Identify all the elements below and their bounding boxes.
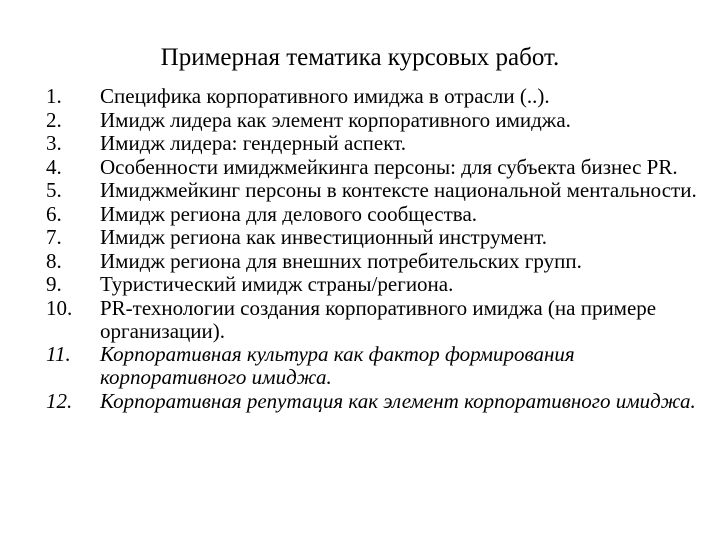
item-number: 3. bbox=[46, 131, 62, 155]
item-text: PR-технологии создания корпоративного имиджа (на примере организации). bbox=[100, 295, 657, 343]
item-text: Имидж региона для внешних потребительских групп. bbox=[100, 248, 582, 273]
list-item bbox=[46, 390, 706, 413]
list-item bbox=[46, 250, 706, 273]
list-item bbox=[46, 156, 706, 179]
list-item bbox=[46, 343, 706, 389]
item-text: Имидж лидера как элемент корпоративного имиджа. bbox=[100, 107, 571, 132]
item-number: 2. bbox=[46, 107, 62, 132]
list-item bbox=[46, 179, 706, 202]
item-number: 10. bbox=[46, 295, 73, 320]
item-text: Туристический имидж страны/региона. bbox=[100, 272, 454, 296]
list-item bbox=[46, 203, 706, 226]
list-item bbox=[46, 132, 706, 155]
item-text: Корпоративная репутация как элемент корпоративного имиджа. bbox=[100, 388, 696, 413]
list-item bbox=[46, 226, 706, 249]
list-item bbox=[46, 85, 706, 108]
item-number: 4. bbox=[46, 154, 62, 179]
topic-list bbox=[46, 85, 706, 413]
item-text: Имидж региона для делового сообщества. bbox=[100, 201, 478, 226]
item-text: Имидж региона как инвестиционный инструмент. bbox=[100, 225, 548, 249]
list-item bbox=[46, 109, 706, 132]
item-text: Корпоративная культура как фактор формирования корпоративного имиджа. bbox=[100, 342, 575, 389]
item-number: 5. bbox=[46, 178, 62, 202]
list-item bbox=[46, 273, 706, 296]
page-title: Примерная тематика курсовых работ. bbox=[160, 44, 560, 71]
item-number: 8. bbox=[46, 248, 62, 273]
item-text: Имидж лидера: гендерный аспект. bbox=[100, 131, 406, 155]
item-text: Особенности имиджмейкинга персоны: для субъекта бизнес PR. bbox=[100, 154, 678, 179]
item-number: 7. bbox=[46, 225, 62, 249]
item-text: Специфика корпоративного имиджа в отрасли (..). bbox=[100, 84, 550, 108]
item-number: 1. bbox=[46, 84, 62, 108]
item-text: Имиджмейкинг персоны в контексте национальной ментальности. bbox=[100, 178, 697, 202]
item-number: 12. bbox=[46, 388, 73, 413]
item-number: 11. bbox=[46, 342, 71, 366]
item-number: 9. bbox=[46, 272, 62, 296]
list-item bbox=[46, 297, 706, 343]
item-number: 6. bbox=[46, 201, 62, 226]
